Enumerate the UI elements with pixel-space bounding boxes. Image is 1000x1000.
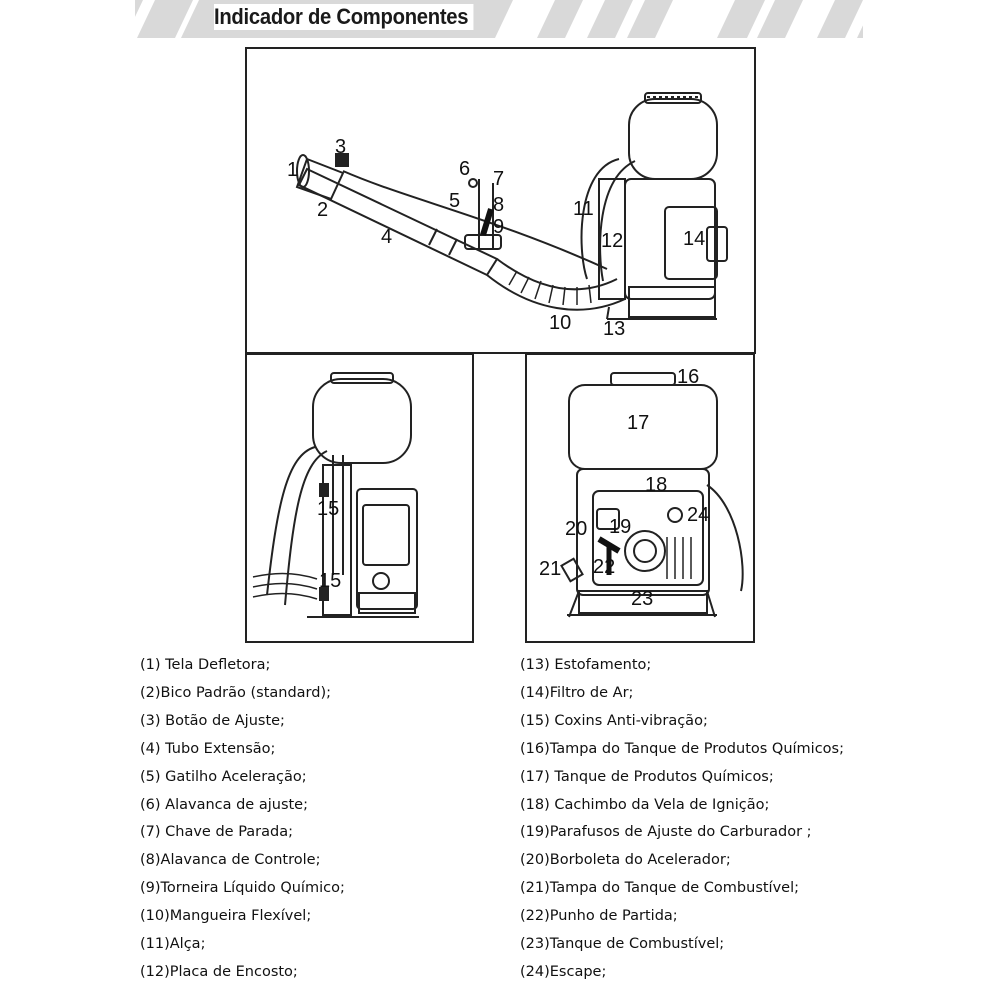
legend-item: (15) Coxins Anti-vibração; [520, 712, 708, 729]
legend-item: (23)Tanque de Combustível; [520, 936, 725, 953]
label-6: 6 [459, 158, 471, 180]
label-22: 22 [593, 556, 616, 578]
legend-item: (20)Borboleta do Acelerador; [520, 852, 731, 869]
sprayer-rear-diagram [247, 355, 472, 641]
label-8: 8 [493, 194, 505, 216]
label-4: 4 [381, 226, 393, 248]
label-24: 24 [687, 504, 710, 526]
label-13: 13 [603, 318, 626, 340]
legend-item: (22)Punho de Partida; [520, 908, 678, 925]
legend-item: (4) Tubo Extensão; [140, 740, 276, 757]
legend-item: (3) Botão de Ajuste; [140, 712, 285, 729]
label-7: 7 [493, 168, 505, 190]
label-19: 19 [609, 516, 632, 538]
label-2: 2 [317, 199, 329, 221]
page-title: Indicador de Componentes [214, 4, 474, 30]
legend-item: (19)Parafusos de Ajuste do Carburador ; [520, 824, 812, 841]
label-17: 17 [627, 412, 650, 434]
legend-item: (13) Estofamento; [520, 657, 652, 673]
legend-item: (16)Tampa do Tanque de Produtos Químicos; [520, 740, 844, 757]
label-18: 18 [645, 474, 668, 496]
sprayer-front-diagram [527, 355, 753, 641]
label-10: 10 [549, 312, 572, 334]
label-3: 3 [335, 136, 347, 158]
legend-item: (8)Alavanca de Controle; [140, 852, 321, 869]
legend-item: (1) Tela Defletora; [140, 657, 271, 673]
label-21: 21 [539, 558, 562, 580]
legend-item: (17) Tanque de Produtos Químicos; [520, 768, 774, 785]
label-9: 9 [493, 216, 505, 238]
legend-item: (21)Tampa do Tanque de Combustível; [520, 880, 800, 897]
legend-item: (12)Placa de Encosto; [140, 963, 298, 980]
legend-item: (5) Gatilho Aceleração; [140, 768, 307, 785]
legend-left-column [140, 652, 345, 987]
legend-item: (24)Escape; [520, 963, 607, 980]
legend-item: (2)Bico Padrão (standard); [140, 684, 331, 701]
figure-bottom-left-panel [245, 353, 474, 643]
legend-item: (7) Chave de Parada; [140, 824, 293, 841]
legend-item: (18) Cachimbo da Vela de Ignição; [520, 796, 770, 813]
label-14: 14 [683, 228, 706, 250]
label-15-lower: 15 [319, 570, 342, 592]
sprayer-side-diagram [247, 49, 754, 352]
legend-item: (6) Alavanca de ajuste; [140, 796, 308, 813]
label-16: 16 [677, 366, 700, 388]
label-12: 12 [601, 230, 624, 252]
legend-item: (9)Torneira Líquido Químico; [140, 880, 345, 897]
label-15-upper: 15 [317, 498, 340, 520]
legend-item: (11)Alça; [140, 936, 206, 953]
label-23: 23 [631, 588, 654, 610]
legend-item: (10)Mangueira Flexível; [140, 908, 312, 925]
label-11: 11 [573, 198, 594, 220]
label-1: 1 [287, 159, 299, 181]
figure-bottom-right-panel [525, 353, 755, 643]
legend-right-column [520, 652, 844, 987]
figure-top-panel [245, 47, 756, 354]
label-20: 20 [565, 518, 588, 540]
label-5: 5 [449, 190, 461, 212]
legend-item: (14)Filtro de Ar; [520, 684, 634, 701]
